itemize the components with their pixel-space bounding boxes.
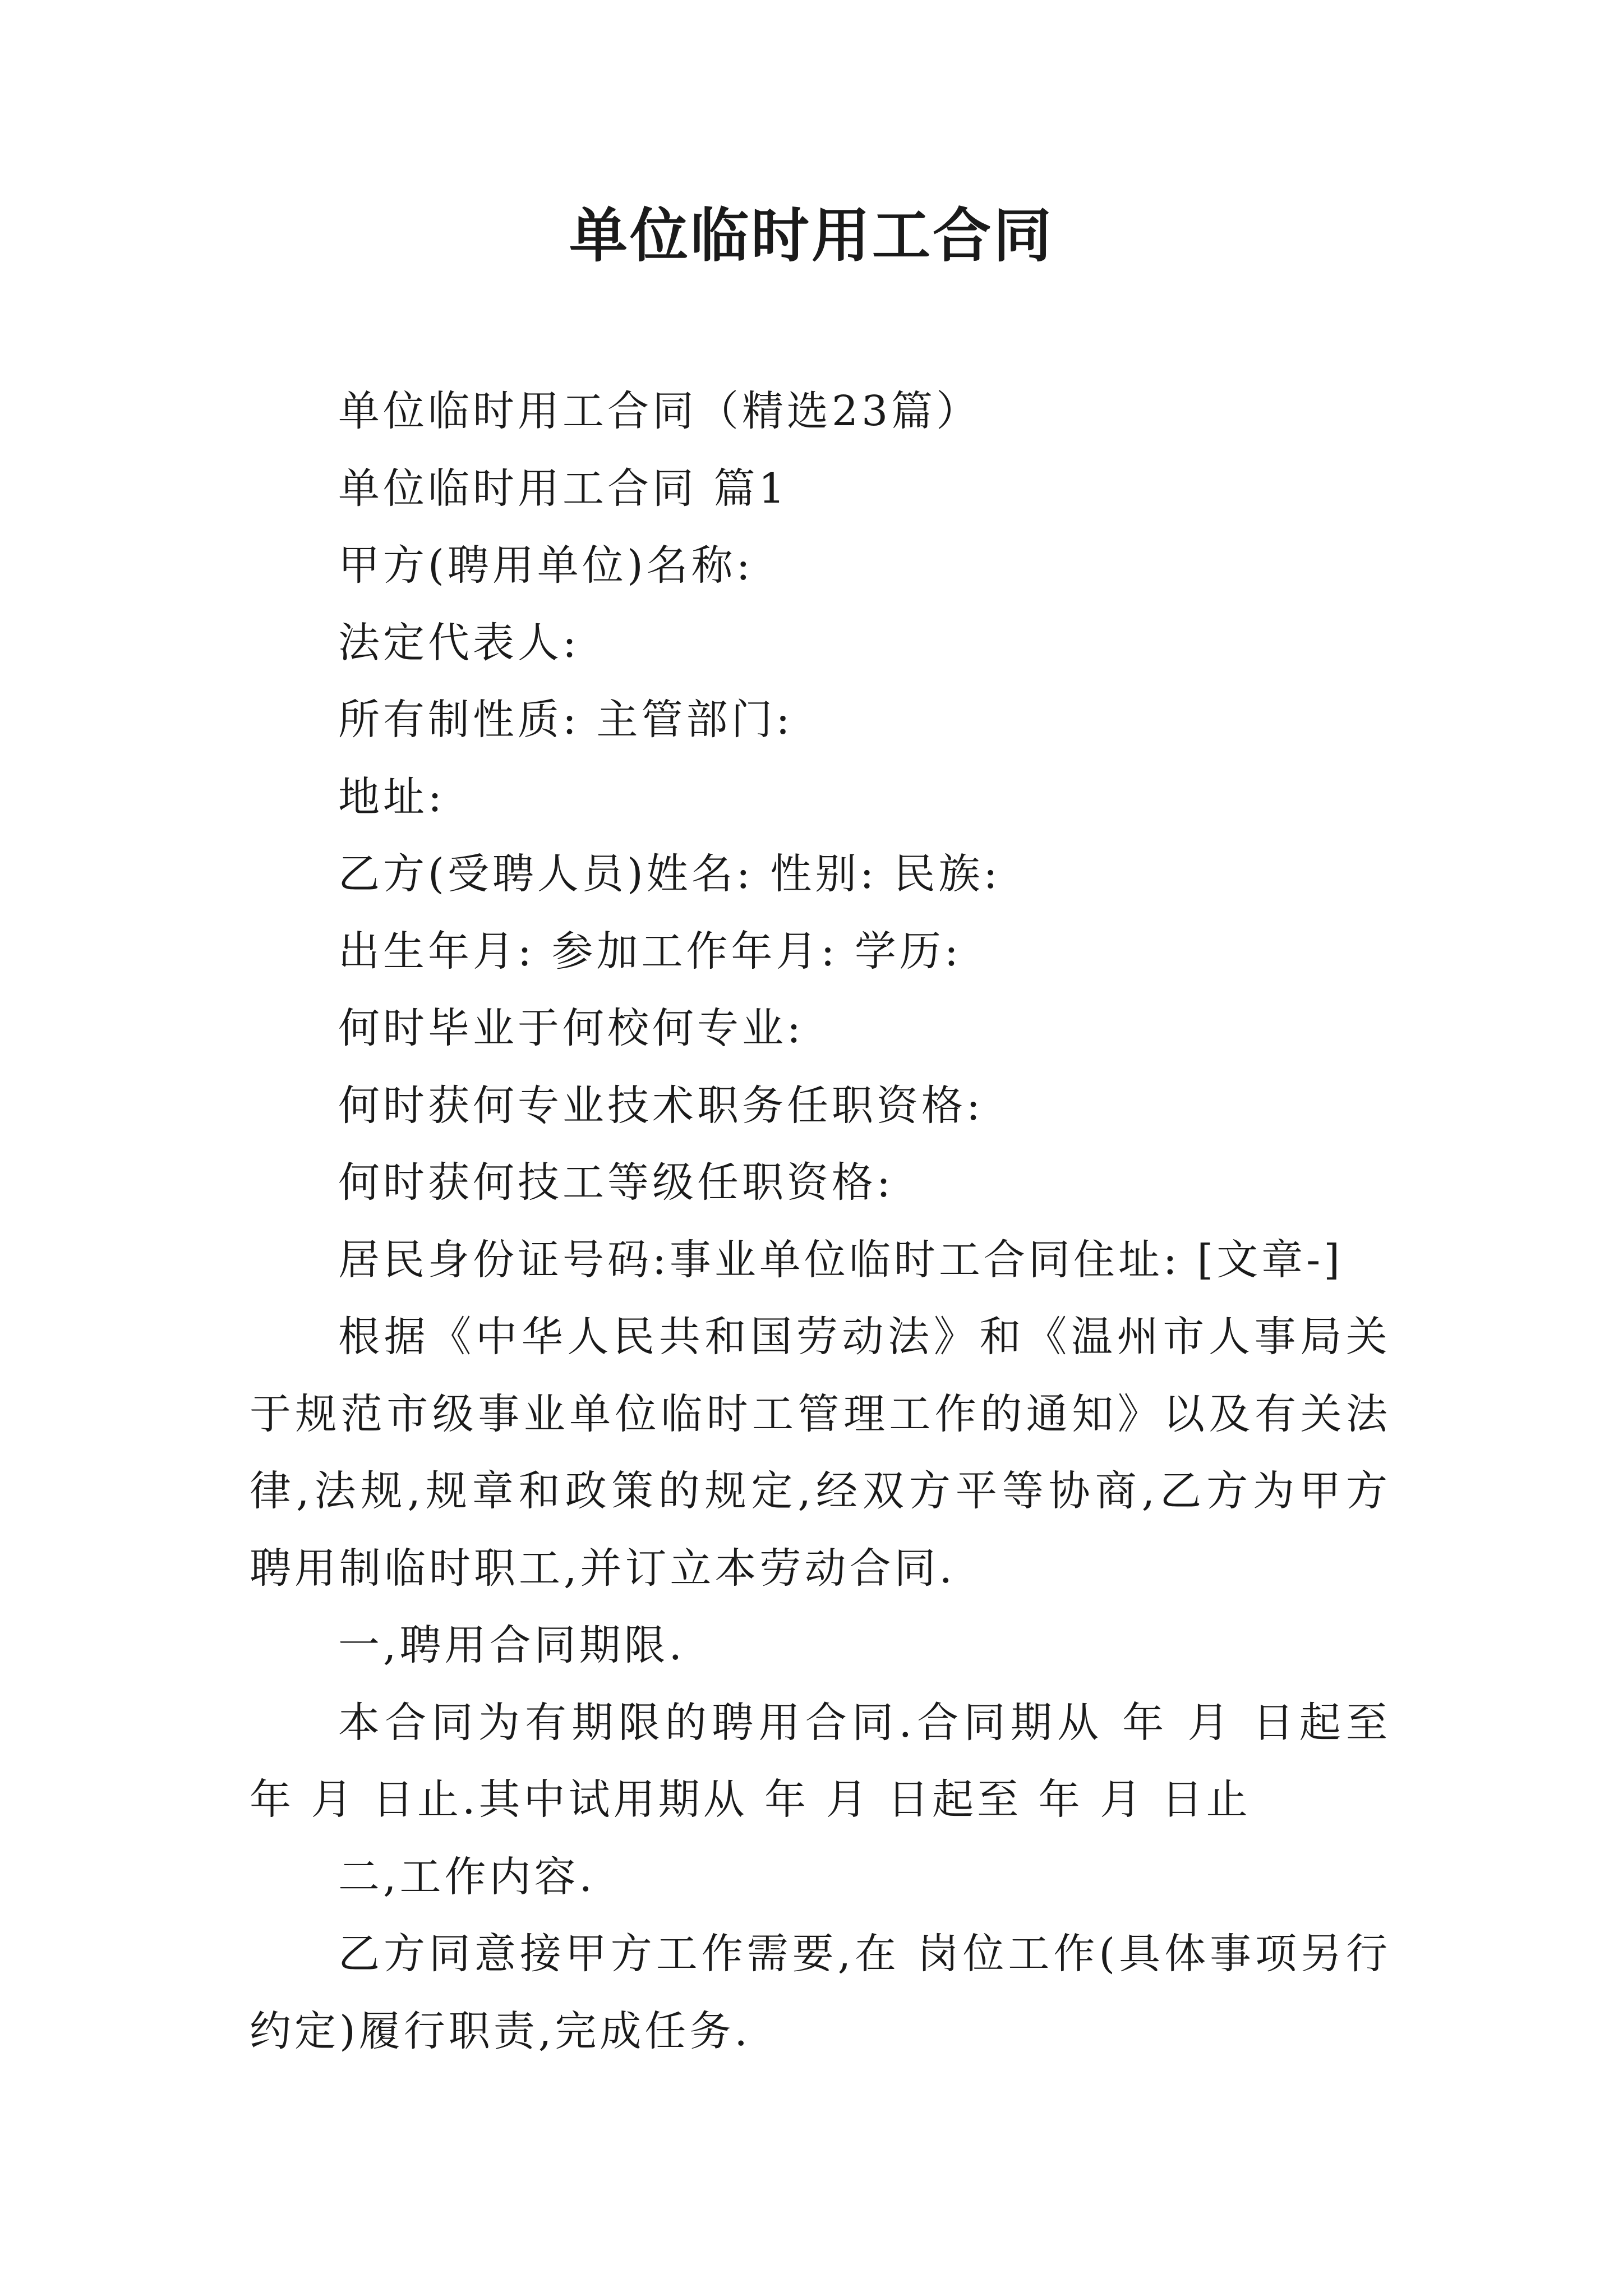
field-technician-level: 何时获何技工等级任职资格:	[338, 1158, 894, 1207]
field-ownership-department: 所有制性质: 主管部门:	[338, 696, 794, 744]
field-id-number-address: 居民身份证号码:事业单位临时工合同住址: [文章-]	[338, 1235, 1344, 1284]
field-party-b-info: 乙方(受聘人员)姓名: 性别: 民族:	[338, 850, 1001, 898]
document-body	[250, 373, 1391, 2070]
clause-2-heading: 二,工作内容.	[338, 1852, 596, 1901]
field-party-a-name: 甲方(聘用单位)名称:	[338, 541, 754, 590]
field-address: 地址:	[338, 772, 445, 821]
clause-1-heading: 一,聘用合同期限.	[338, 1621, 686, 1669]
document-title: 单位临时用工合同	[569, 201, 1054, 270]
field-birth-work-education: 出生年月: 参加工作年月: 学历:	[338, 927, 962, 976]
field-graduation: 何时毕业于何校何专业:	[338, 1004, 804, 1052]
section-heading: 单位临时用工合同 篇1	[338, 464, 789, 513]
clause-2-paragraph: 乙方同意接甲方工作需要,在 岗位工作(具体事项另行约定)履行职责,完成任务.	[250, 1930, 1391, 2055]
document-subtitle: 单位临时用工合同（精选23篇）	[338, 387, 981, 435]
clause-1-paragraph: 本合同为有期限的聘用合同.合同期从 年 月 日起至 年 月 日止.其中试用期从 年 月 日起至 年 月 日止	[250, 1698, 1391, 1824]
field-legal-representative: 法定代表人:	[338, 618, 580, 667]
preamble-paragraph: 根据《中华人民共和国劳动法》和《温州市人事局关于规范市级事业单位临时工管理工作的通知》以及有关法律,法规,规章和政策的规定,经双方平等协商,乙方为甲方聘用制临时职工,并订立本劳动合同.	[250, 1313, 1391, 1593]
field-professional-title: 何时获何专业技术职务任职资格:	[338, 1081, 984, 1130]
